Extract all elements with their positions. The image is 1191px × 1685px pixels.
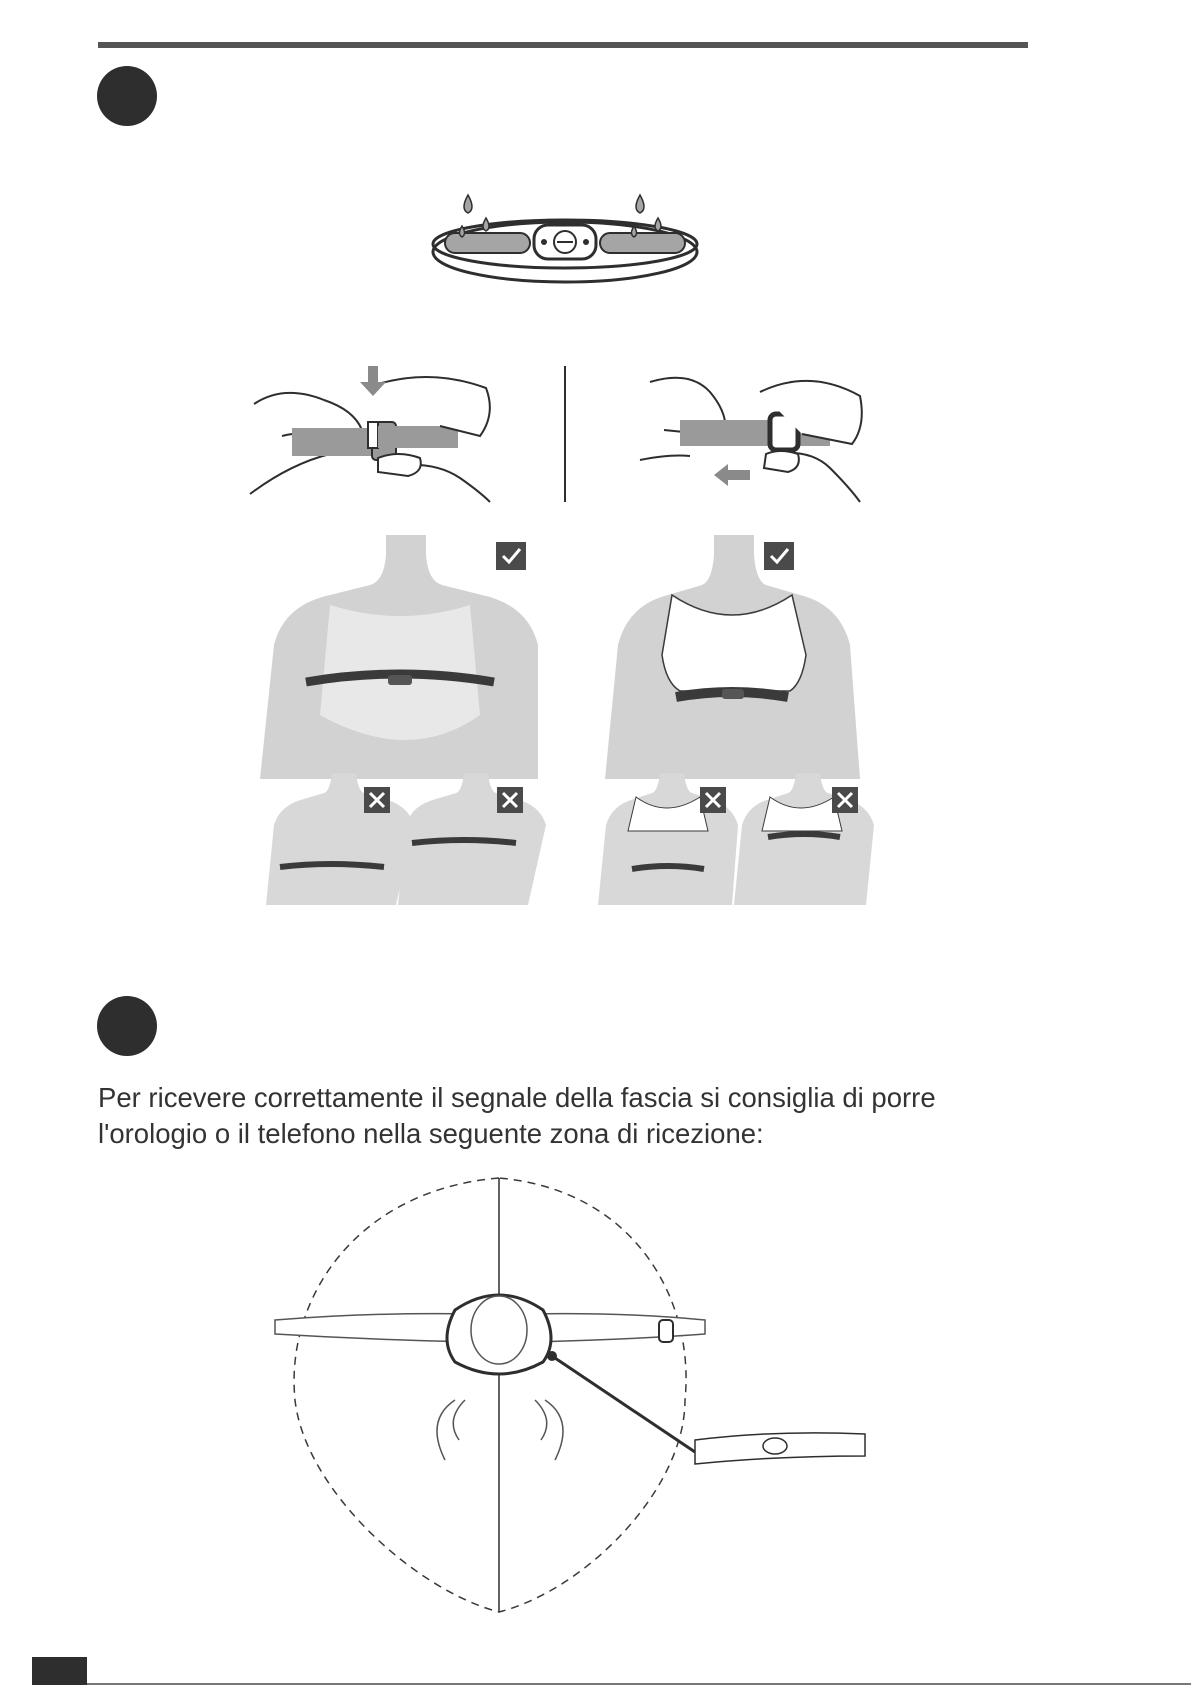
left-arrow-icon bbox=[714, 464, 750, 486]
step-2-bullet bbox=[97, 996, 157, 1056]
reception-zone-figure bbox=[255, 1170, 875, 1620]
watch-icon bbox=[659, 1320, 673, 1342]
male-correct-position bbox=[260, 535, 538, 779]
reception-zone-boundary bbox=[294, 1178, 686, 1612]
strap-with-water-drops-icon bbox=[433, 195, 697, 282]
female-correct-position bbox=[605, 535, 860, 779]
instruction-line-1: Per ricevere correttamente il segnale della fascia si consiglia di porre bbox=[98, 1082, 936, 1113]
reception-instruction-text bbox=[98, 1080, 1058, 1152]
page-corner-tab bbox=[32, 1657, 87, 1685]
male-incorrect-low-position bbox=[266, 773, 414, 905]
wearing-position-figure bbox=[260, 535, 890, 915]
adjust-strap-panel bbox=[640, 378, 862, 502]
male-incorrect-high-position bbox=[398, 773, 546, 905]
attach-strap-panel bbox=[250, 377, 490, 502]
female-incorrect-low-position bbox=[598, 773, 738, 905]
step-1-bullet bbox=[97, 66, 157, 126]
check-box bbox=[764, 542, 794, 570]
female-incorrect-high-position bbox=[734, 773, 874, 905]
strap-wet-electrodes-figure bbox=[420, 190, 710, 300]
reception-zone-diagram-icon bbox=[275, 1178, 865, 1612]
top-divider bbox=[98, 42, 1028, 48]
torso-outline bbox=[447, 1295, 551, 1374]
callout-line bbox=[552, 1356, 695, 1452]
check-box bbox=[496, 542, 526, 570]
signal-waves-icon bbox=[437, 1400, 563, 1460]
strap-fastening-figure bbox=[250, 362, 880, 507]
instruction-line-2: l'orologio o il telefono nella seguente zona di ricezione: bbox=[98, 1118, 764, 1149]
